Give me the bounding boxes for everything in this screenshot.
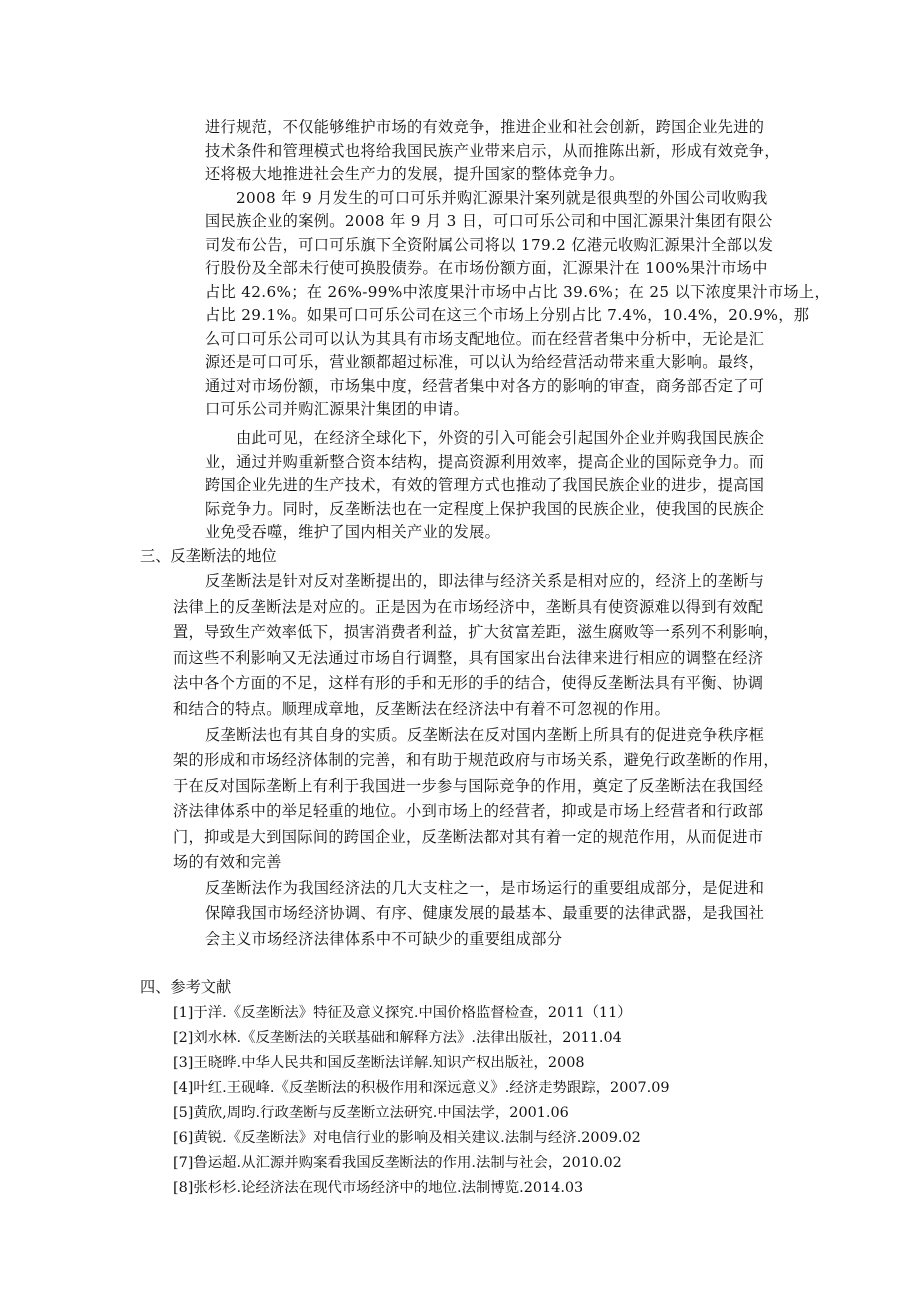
paragraph-line: 场的有效和完善 xyxy=(173,853,282,871)
paragraph-line: 行股份及全部未行使可换股债券。在市场份额方面，汇源果汁在 100%果汁市场中 xyxy=(205,259,768,277)
paragraph-line: 际竞争力。同时，反垄断法也在一定程度上保护我国的民族企业，使我国的民族企 xyxy=(205,500,765,518)
paragraph-line: 源还是可口可乐，营业额都超过标准，可以认为给经营活动带来重大影响。最终， xyxy=(205,353,765,371)
paragraph-line: 反垄断法作为我国经济法的几大支柱之一，是市场运行的重要组成部分，是促进和 xyxy=(205,879,765,897)
reference-item: [4]叶红.王砚峰.《反垄断法的积极作用和深远意义》.经济走势跟踪，2007.09 xyxy=(173,1080,670,1096)
paragraph-line: 占比 29.1%。如果可口可乐公司在这三个市场上分别占比 7.4%，10.4%，20.9%，那 xyxy=(205,306,810,324)
reference-item: [3]王晓晔.中华人民共和国反垄断法详解.知识产权出版社，2008 xyxy=(173,1055,585,1071)
paragraph-line: 保障我国市场经济协调、有序、健康发展的最基本、最重要的法律武器，是我国社 xyxy=(205,904,765,922)
section-heading: 三、反垄断法的地位 xyxy=(140,547,277,565)
paragraph-line: 业免受吞噬，维护了国内相关产业的发展。 xyxy=(205,523,501,541)
reference-item: [2]刘水林.《反垄断法的关联基础和解释方法》.法律出版社，2011.04 xyxy=(173,1030,622,1046)
paragraph-line: 会主义市场经济法律体系中不可缺少的重要组成部分 xyxy=(205,930,563,948)
reference-item: [7]鲁运超.从汇源并购案看我国反垄断法的作用.法制与社会，2010.02 xyxy=(173,1155,622,1171)
paragraph-line: 反垄断法是针对反对垄断提出的，即法律与经济关系是相对应的，经济上的垄断与 xyxy=(205,572,765,590)
paragraph-line: 济法律体系中的举足轻重的地位。小到市场上的经营者，抑或是市场上经营者和行政部 xyxy=(173,802,764,820)
section-heading: 四、参考文献 xyxy=(140,978,232,996)
paragraph-line: 架的形成和市场经济体制的完善，和有助于规范政府与市场关系，避免行政垄断的作用， xyxy=(173,751,779,769)
paragraph-line: 反垄断法也有其自身的实质。反垄断法在反对国内垄断上所具有的促进竞争秩序框 xyxy=(205,726,765,744)
paragraph-line: 而这些不利影响又无法通过市场自行调整，具有国家出台法律来进行相应的调整在经济 xyxy=(173,649,764,667)
paragraph-line: 跨国企业先进的生产技术，有效的管理方式也推动了我国民族企业的进步，提高国 xyxy=(205,476,765,494)
paragraph-line: 2008 年 9 月发生的可口可乐并购汇源果汁案列就是很典型的外国公司收购我 xyxy=(236,189,768,207)
paragraph-line: 占比 42.6%；在 26%-99%中浓度果汁市场中占比 39.6%；在 25 以下浓度果汁市场上， xyxy=(205,283,830,301)
paragraph-line: 进行规范，不仅能够维护市场的有效竞争，推进企业和社会创新，跨国企业先进的 xyxy=(205,118,765,136)
paragraph-line: 法中各个方面的不足，这样有形的手和无形的手的结合，使得反垄断法具有平衡、协调 xyxy=(173,674,764,692)
paragraph-line: 和结合的特点。顺理成章地，反垄断法在经济法中有着不可忽视的作用。 xyxy=(173,700,671,718)
reference-item: [1]于洋.《反垄断法》特征及意义探究.中国价格监督检查，2011（11） xyxy=(173,1005,632,1021)
paragraph-line: 门，抑或是大到国际间的跨国企业，反垄断法都对其有着一定的规范作用，从而促进市 xyxy=(173,828,764,846)
paragraph-line: 置，导致生产效率低下，损害消费者利益，扩大贫富差距，滋生腐败等一系列不利影响， xyxy=(173,623,779,641)
reference-item: [6]黄锐.《反垄断法》对电信行业的影响及相关建议.法制与经济.2009.02 xyxy=(173,1130,641,1146)
paragraph-line: 通过对市场份额，市场集中度，经营者集中对各方的影响的审查，商务部否定了可 xyxy=(205,377,765,395)
reference-item: [5]黄欣,周昀.行政垄断与反垄断立法研究.中国法学，2001.06 xyxy=(173,1105,569,1121)
paragraph-line: 法律上的反垄断法是对应的。正是因为在市场经济中，垄断具有使资源难以得到有效配 xyxy=(173,598,764,616)
reference-item: [8]张杉杉.论经济法在现代市场经济中的地位.法制博览.2014.03 xyxy=(173,1180,584,1196)
paragraph-line: 于在反对国际垄断上有利于我国进一步参与国际竞争的作用，奠定了反垄断法在我国经 xyxy=(173,777,764,795)
paragraph-line: 技术条件和管理模式也将给我国民族产业带来启示，从而推陈出新，形成有效竞争， xyxy=(205,142,780,160)
paragraph-line: 业，通过并购重新整合资本结构，提高资源利用效率，提高企业的国际竞争力。而 xyxy=(205,453,765,471)
paragraph-line: 由此可见，在经济全球化下，外资的引入可能会引起国外企业并购我国民族企 xyxy=(236,429,765,447)
paragraph-line: 司发布公告，可口可乐旗下全资附属公司将以 179.2 亿港元收购汇源果汁全部以发 xyxy=(205,236,774,254)
paragraph-line: 口可乐公司并购汇源果汁集团的申请。 xyxy=(205,400,470,418)
paragraph-line: 国民族企业的案例。2008 年 9 月 3 日，可口可乐公司和中国汇源果汁集团有限公 xyxy=(205,212,773,230)
paragraph-line: 么可口可乐公司可以认为其具有市场支配地位。而在经营者集中分析中，无论是汇 xyxy=(205,330,765,348)
paragraph-line: 还将极大地推进社会生产力的发展，提升国家的整体竞争力。 xyxy=(205,165,625,183)
